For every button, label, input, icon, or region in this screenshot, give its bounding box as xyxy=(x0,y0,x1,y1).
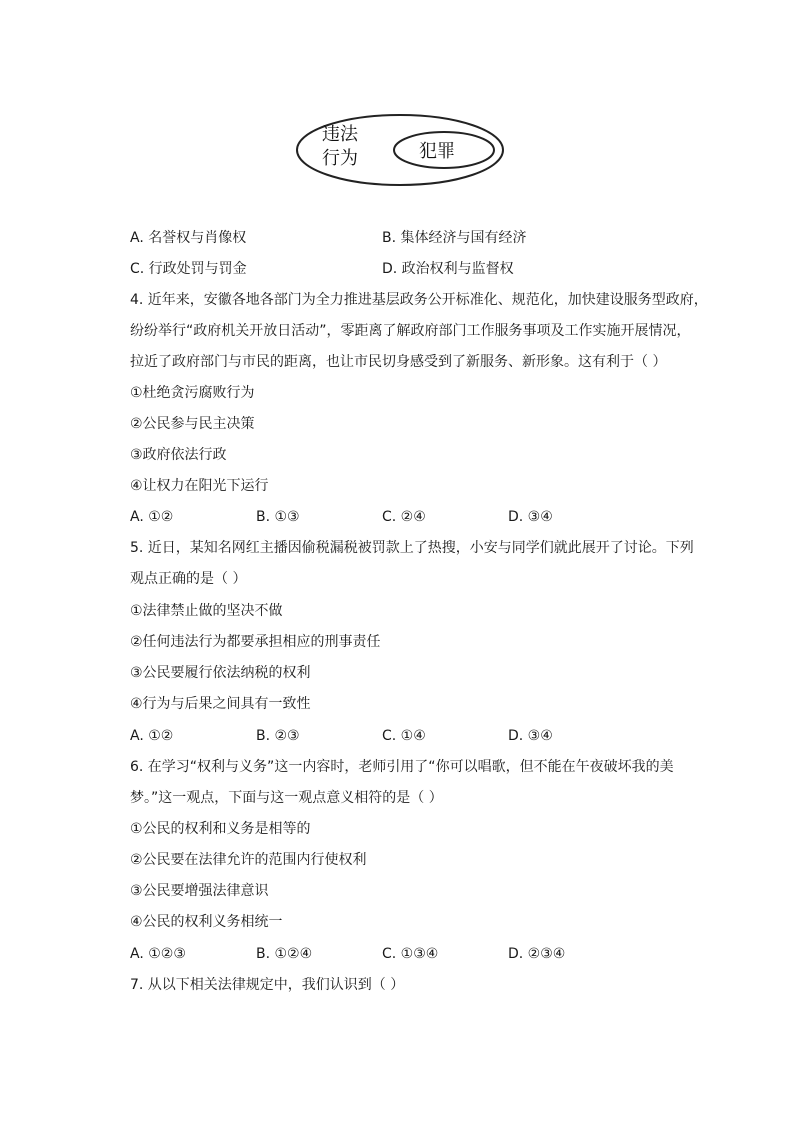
q5-option-a: A. ①② xyxy=(130,728,174,744)
inner-label: 犯罪 xyxy=(419,141,455,162)
q4-option-a: A. ①② xyxy=(130,509,174,525)
q4-option-b: B. ①③ xyxy=(256,509,300,525)
q6-stem-line1: 6. 在学习“权利与义务”这一内容时，老师引用了“你可以唱歌，但不能在午夜破坏我的美 xyxy=(130,759,674,775)
venn-diagram xyxy=(294,112,506,188)
q5-option-c: C. ①④ xyxy=(382,728,426,744)
q3-option-d: D. 政治权利与监督权 xyxy=(382,261,514,277)
q4-option-c: C. ②④ xyxy=(382,509,426,525)
q6-item-1: ①公民的权利和义务是相等的 xyxy=(130,821,311,837)
outer-label-line2: 行为 xyxy=(322,148,358,169)
q3-option-a: A. 名誉权与肖像权 xyxy=(130,230,247,246)
q7-stem-line1: 7. 从以下相关法律规定中，我们认识到（ ） xyxy=(130,977,405,993)
q4-stem-line3: 拉近了政府部门与市民的距离，也让市民切身感受到了新服务、新形象。这有利于（ ） xyxy=(130,354,667,370)
q6-item-3: ③公民要增强法律意识 xyxy=(130,883,269,899)
q6-option-d: D. ②③④ xyxy=(508,946,566,962)
q4-stem-line2: 纷纷举行“政府机关开放日活动”，零距离了解政府部门工作服务事项及工作实施开展情况， xyxy=(130,323,691,339)
q4-option-d: D. ③④ xyxy=(508,509,553,525)
q5-item-1: ①法律禁止做的坚决不做 xyxy=(130,603,283,619)
outer-label-line1: 违法 xyxy=(322,124,358,145)
q6-option-c: C. ①③④ xyxy=(382,946,439,962)
q3-option-c: C. 行政处罚与罚金 xyxy=(130,261,247,277)
q4-item-3: ③政府依法行政 xyxy=(130,447,227,463)
q6-stem-line2: 梦。”这一观点，下面与这一观点意义相符的是（ ） xyxy=(130,790,443,806)
q4-item-2: ②公民参与民主决策 xyxy=(130,416,255,432)
q5-item-4: ④行为与后果之间具有一致性 xyxy=(130,696,311,712)
q6-item-2: ②公民要在法律允许的范围内行使权利 xyxy=(130,852,367,868)
q4-stem-line1: 4. 近年来，安徽各地各部门为全力推进基层政务公开标准化、规范化，加快建设服务型政府， xyxy=(130,292,708,308)
q5-item-2: ②任何违法行为都要承担相应的刑事责任 xyxy=(130,634,381,650)
q6-item-4: ④公民的权利义务相统一 xyxy=(130,914,283,930)
q5-option-d: D. ③④ xyxy=(508,728,553,744)
q5-stem-line1: 5. 近日，某知名网红主播因偷税漏税被罚款上了热搜，小安与同学们就此展开了讨论。下列 xyxy=(130,540,694,556)
q6-option-b: B. ①②④ xyxy=(256,946,313,962)
q5-item-3: ③公民要履行依法纳税的权利 xyxy=(130,665,311,681)
q6-option-a: A. ①②③ xyxy=(130,946,186,962)
q4-item-1: ①杜绝贪污腐败行为 xyxy=(130,385,255,401)
q4-item-4: ④让权力在阳光下运行 xyxy=(130,478,269,494)
q5-stem-line2: 观点正确的是（ ） xyxy=(130,571,247,587)
q5-option-b: B. ②③ xyxy=(256,728,300,744)
q3-option-b: B. 集体经济与国有经济 xyxy=(382,230,527,246)
